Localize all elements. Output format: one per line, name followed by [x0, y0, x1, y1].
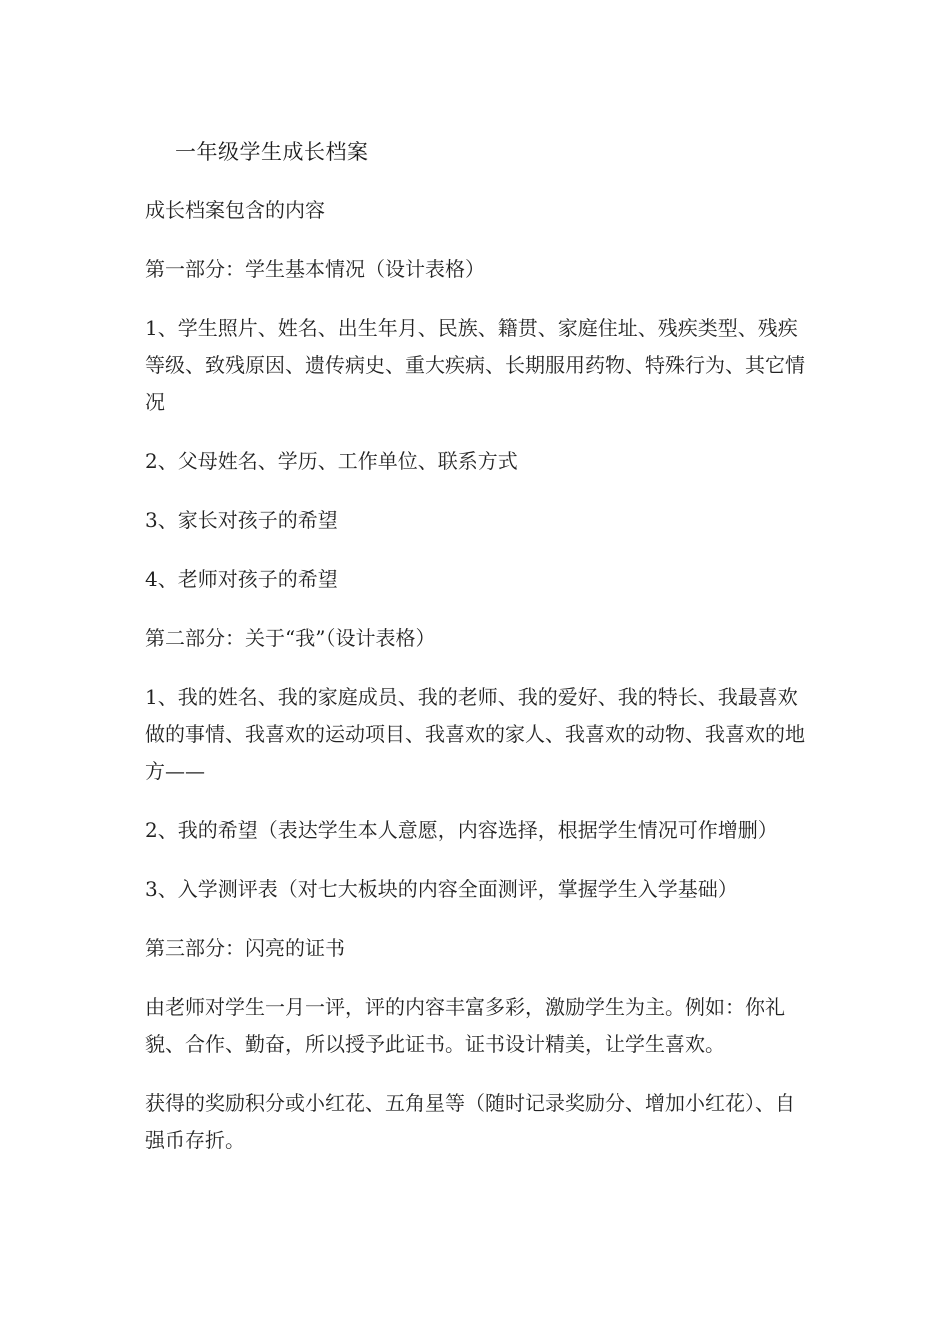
part-two-item-3: 3、入学测评表（对七大板块的内容全面测评，掌握学生入学基础）: [145, 877, 738, 901]
document-title: 一年级学生成长档案: [175, 140, 369, 164]
section-intro: 成长档案包含的内容: [145, 198, 325, 222]
part-one-item-4: 4、老师对孩子的希望: [145, 567, 338, 591]
part-three-heading: 第三部分：闪亮的证书: [145, 936, 345, 960]
part-one-heading: 第一部分：学生基本情况（设计表格）: [145, 257, 485, 281]
part-one-item-3: 3、家长对孩子的希望: [145, 508, 338, 532]
part-two-heading: 第二部分：关于“我”（设计表格）: [145, 626, 436, 650]
part-three-body-2: 获得的奖励积分或小红花、五角星等（随时记录奖励分、增加小红花）、自强币存折。: [145, 1091, 795, 1152]
part-three-body-1: 由老师对学生一月一评，评的内容丰富多彩，激励学生为主。例如：你礼貌、合作、勤奋，所以授予此证书。证书设计精美，让学生喜欢。: [145, 995, 785, 1056]
document-body: [145, 192, 810, 1181]
part-two-item-2: 2、我的希望（表达学生本人意愿，内容选择，根据学生情况可作增删）: [145, 818, 778, 842]
part-two-item-1: 1、我的姓名、我的家庭成员、我的老师、我的爱好、我的特长、我最喜欢做的事情、我喜欢的运动项目、我喜欢的家人、我喜欢的动物、我喜欢的地方——: [145, 685, 805, 783]
part-one-item-1: 1、学生照片、姓名、出生年月、民族、籍贯、家庭住址、残疾类型、残疾等级、致残原因、遗传病史、重大疾病、长期服用药物、特殊行为、其它情况: [145, 316, 805, 414]
part-one-item-2: 2、父母姓名、学历、工作单位、联系方式: [145, 449, 518, 473]
